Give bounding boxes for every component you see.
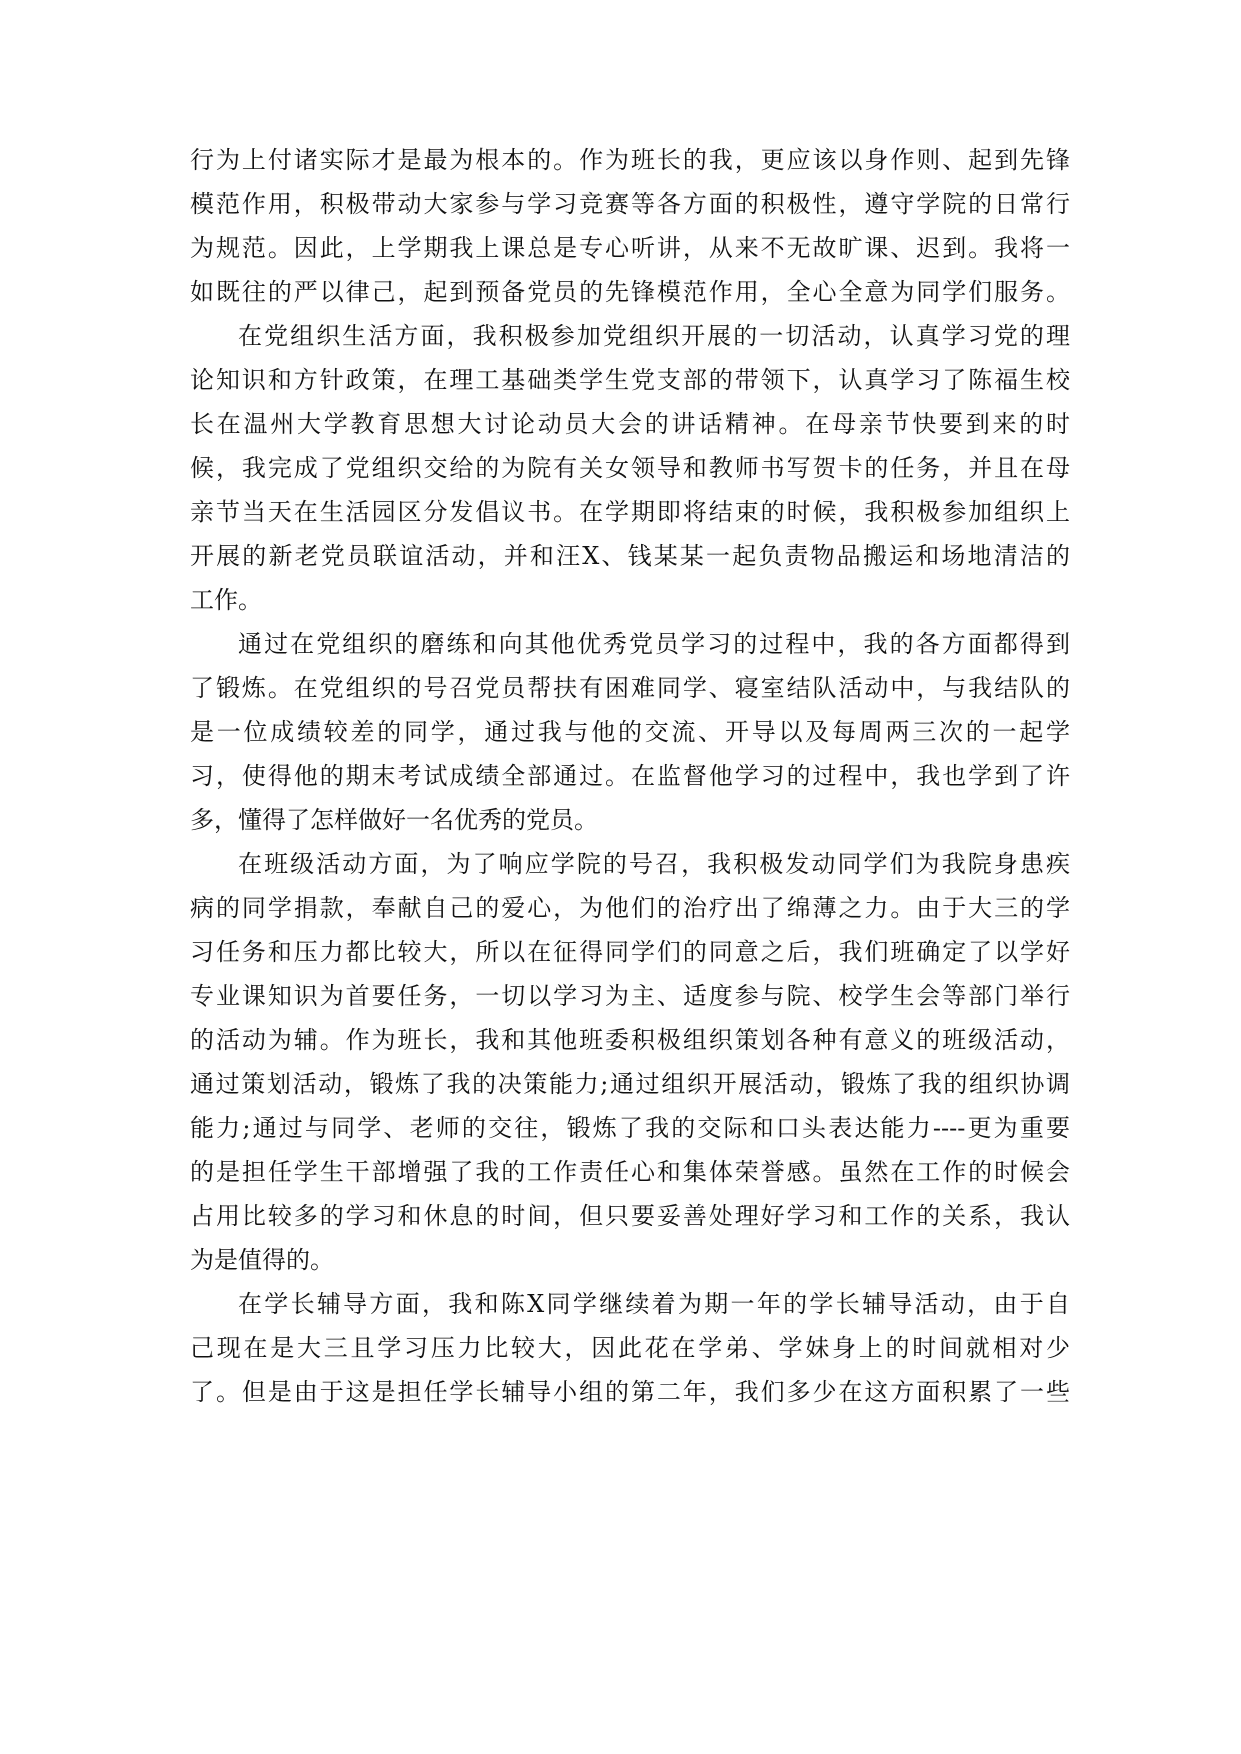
text-line: 候，我完成了党组织交给的为院有关女领导和教师书写贺卡的任务，并且在母	[190, 454, 1070, 482]
text-line: 如既往的严以律己，起到预备党员的先锋模范作用，全心全意为同学们服务。	[190, 278, 1070, 306]
text-line: 了锻炼。在党组织的号召党员帮扶有困难同学、寝室结队活动中，与我结队的	[190, 674, 1070, 702]
paragraph-last-line: 多，懂得了怎样做好一名优秀的党员。	[190, 806, 598, 834]
text-line: 通过策划活动，锻炼了我的决策能力;通过组织开展活动，锻炼了我的组织协调	[190, 1070, 1070, 1098]
paragraph-last-line: 为是值得的。	[190, 1246, 334, 1274]
text-line: 的是担任学生干部增强了我的工作责任心和集体荣誉感。虽然在工作的时候会	[190, 1158, 1070, 1186]
text-line: 能力;通过与同学、老师的交往，锻炼了我的交际和口头表达能力----更为重要	[190, 1114, 1070, 1142]
text-line: 病的同学捐款，奉献自己的爱心，为他们的治疗出了绵薄之力。由于大三的学	[190, 894, 1070, 922]
text-line: 是一位成绩较差的同学，通过我与他的交流、开导以及每周两三次的一起学	[190, 718, 1070, 746]
paragraph-first-line: 在党组织生活方面，我积极参加党组织开展的一切活动，认真学习党的理	[238, 322, 1070, 350]
text-line: 开展的新老党员联谊活动，并和汪X、钱某某一起负责物品搬运和场地清洁的	[190, 542, 1070, 570]
body-text	[190, 138, 1070, 1414]
text-line: 习任务和压力都比较大，所以在征得同学们的同意之后，我们班确定了以学好	[190, 938, 1070, 966]
paragraph-first-line: 在班级活动方面，为了响应学院的号召，我积极发动同学们为我院身患疾	[238, 850, 1070, 878]
paragraph-first-line: 在学长辅导方面，我和陈X同学继续着为期一年的学长辅导活动，由于自	[238, 1290, 1070, 1318]
text-line: 了。但是由于这是担任学长辅导小组的第二年，我们多少在这方面积累了一些	[190, 1378, 1070, 1406]
text-line: 专业课知识为首要任务，一切以学习为主、适度参与院、校学生会等部门举行	[190, 982, 1070, 1010]
paragraph-first-line: 通过在党组织的磨练和向其他优秀党员学习的过程中，我的各方面都得到	[238, 630, 1070, 658]
text-line: 为规范。因此，上学期我上课总是专心听讲，从来不无故旷课、迟到。我将一	[190, 234, 1070, 262]
text-line: 模范作用，积极带动大家参与学习竞赛等各方面的积极性，遵守学院的日常行	[190, 190, 1070, 218]
paragraph-last-line: 工作。	[190, 586, 262, 614]
text-line: 亲节当天在生活园区分发倡议书。在学期即将结束的时候，我积极参加组织上	[190, 498, 1070, 526]
text-line: 长在温州大学教育思想大讨论动员大会的讲话精神。在母亲节快要到来的时	[190, 410, 1070, 438]
text-line: 习，使得他的期末考试成绩全部通过。在监督他学习的过程中，我也学到了许	[190, 762, 1070, 790]
text-line: 的活动为辅。作为班长，我和其他班委积极组织策划各种有意义的班级活动，	[190, 1026, 1070, 1054]
text-line: 行为上付诸实际才是最为根本的。作为班长的我，更应该以身作则、起到先锋	[190, 146, 1070, 174]
text-line: 论知识和方针政策，在理工基础类学生党支部的带领下，认真学习了陈福生校	[190, 366, 1070, 394]
text-line: 己现在是大三且学习压力比较大，因此花在学弟、学妹身上的时间就相对少	[190, 1334, 1070, 1362]
text-line: 占用比较多的学习和休息的时间，但只要妥善处理好学习和工作的关系，我认	[190, 1202, 1070, 1230]
